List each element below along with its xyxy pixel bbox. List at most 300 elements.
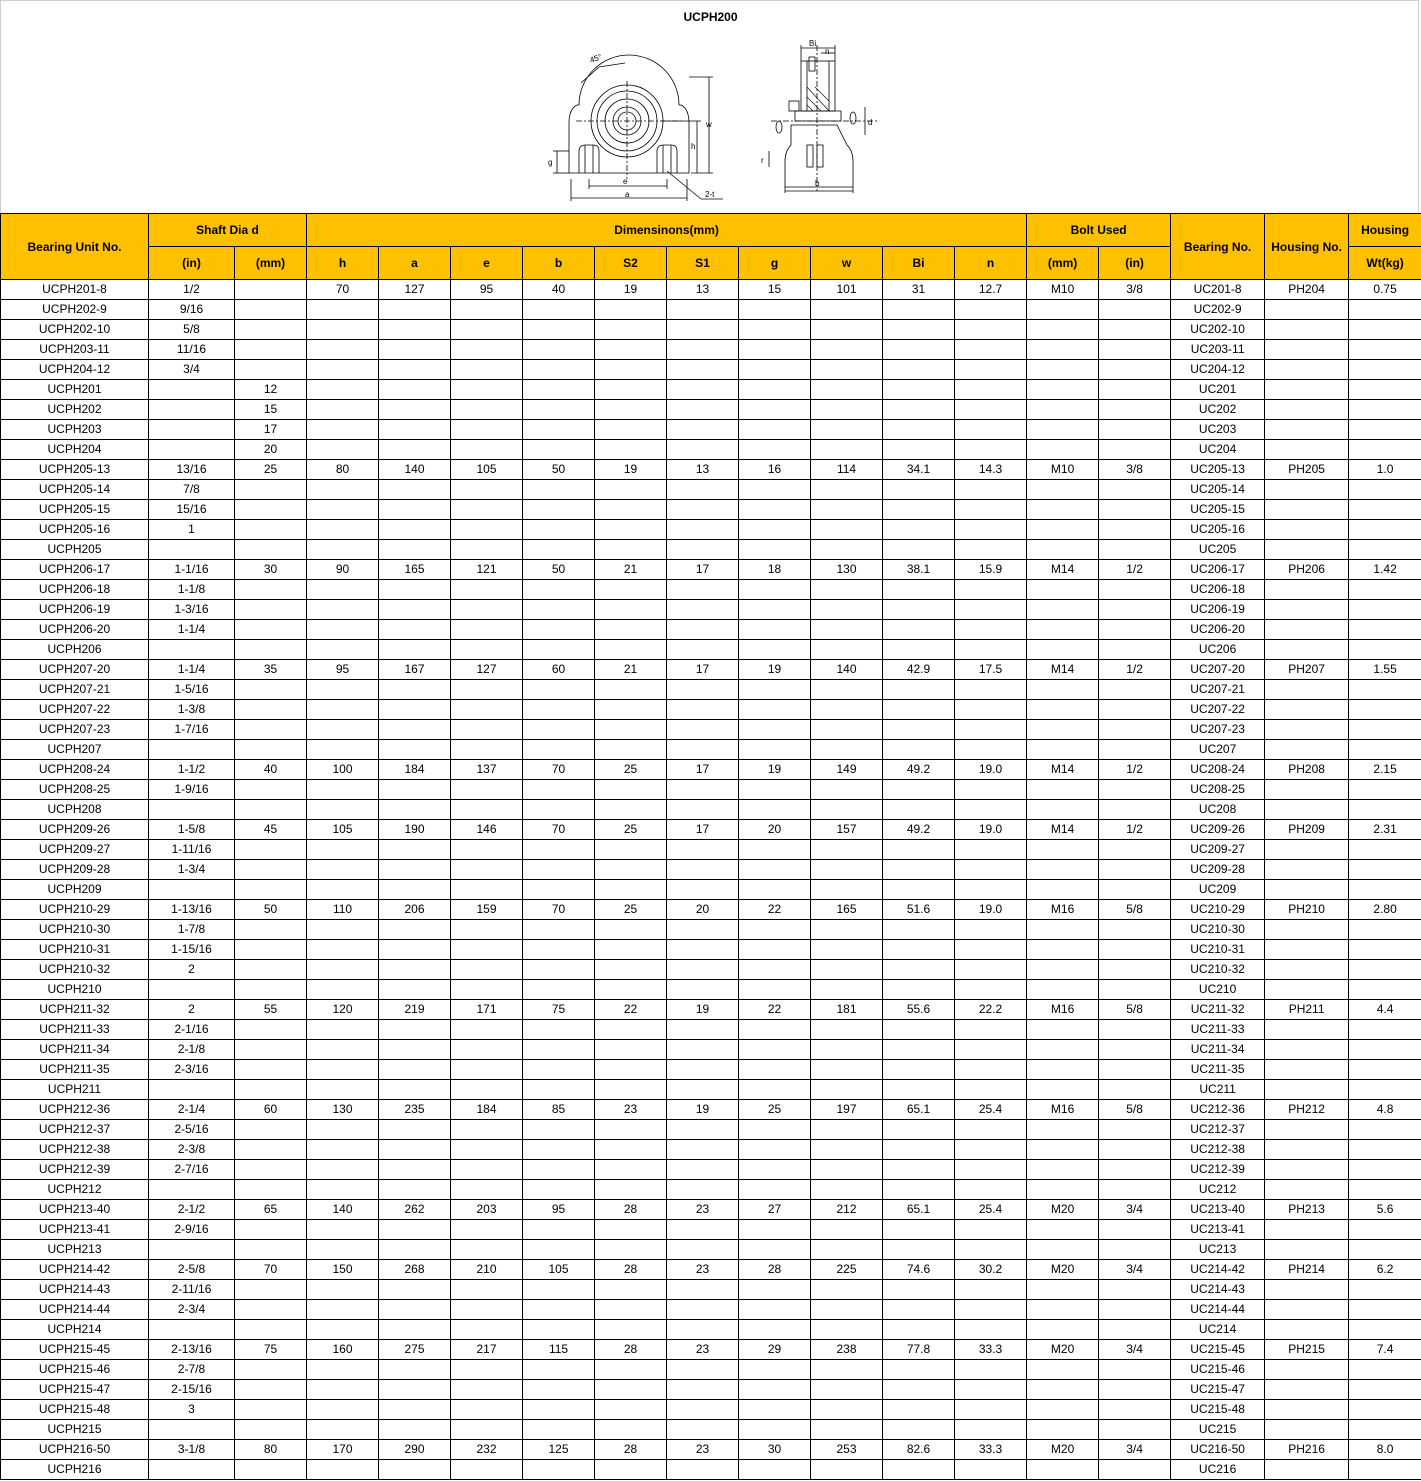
table-cell [451, 1420, 523, 1440]
table-cell [1099, 740, 1171, 760]
table-cell [1265, 1300, 1349, 1320]
table-cell: UC212-38 [1171, 1140, 1265, 1160]
table-cell [1099, 620, 1171, 640]
table-cell [1027, 700, 1099, 720]
table-cell [451, 340, 523, 360]
table-row [1, 1140, 1421, 1160]
table-cell [1265, 1380, 1349, 1400]
table-cell [523, 1380, 595, 1400]
table-cell: PH211 [1265, 1000, 1349, 1020]
table-cell: 40 [235, 760, 307, 780]
table-cell [1349, 500, 1421, 520]
table-cell: UCPH211-35 [1, 1060, 149, 1080]
table-cell: 1-5/8 [149, 820, 235, 840]
table-cell: 140 [379, 460, 451, 480]
table-cell [307, 680, 379, 700]
table-cell [523, 480, 595, 500]
table-cell [739, 440, 811, 460]
table-cell: 55 [235, 1000, 307, 1020]
table-cell [379, 380, 451, 400]
table-cell [235, 640, 307, 660]
table-cell [667, 540, 739, 560]
table-cell: M20 [1027, 1440, 1099, 1460]
table-cell [739, 300, 811, 320]
table-cell: 3-1/8 [149, 1440, 235, 1460]
table-cell [307, 1140, 379, 1160]
table-cell [1099, 400, 1171, 420]
table-cell: UC209-28 [1171, 860, 1265, 880]
table-cell [1349, 620, 1421, 640]
table-cell [1027, 1060, 1099, 1080]
table-cell [379, 1020, 451, 1040]
table-cell [955, 340, 1027, 360]
table-cell [1027, 1320, 1099, 1340]
table-cell [1027, 1040, 1099, 1060]
table-cell [235, 1320, 307, 1340]
table-cell: 60 [235, 1100, 307, 1120]
table-cell [883, 860, 955, 880]
table-cell [1349, 400, 1421, 420]
table-cell [667, 1180, 739, 1200]
table-cell: 3/8 [1099, 460, 1171, 480]
table-cell [1099, 980, 1171, 1000]
table-cell [1099, 1380, 1171, 1400]
table-cell [955, 840, 1027, 860]
table-cell [1027, 1120, 1099, 1140]
table-cell: UC214 [1171, 1320, 1265, 1340]
table-cell [739, 920, 811, 940]
table-cell [883, 800, 955, 820]
table-cell [955, 480, 1027, 500]
table-cell [379, 420, 451, 440]
table-row [1, 1200, 1421, 1220]
table-cell: 28 [739, 1260, 811, 1280]
table-cell [595, 400, 667, 420]
table-cell: 5.6 [1349, 1200, 1421, 1220]
table-row [1, 640, 1421, 660]
table-cell [379, 1280, 451, 1300]
table-cell [595, 1460, 667, 1480]
table-cell [523, 1040, 595, 1060]
table-cell: 90 [307, 560, 379, 580]
header-dim-bi: Bi [883, 247, 955, 280]
table-cell: PH209 [1265, 820, 1349, 840]
table-cell [451, 680, 523, 700]
table-cell: UCPH204-12 [1, 360, 149, 380]
table-cell: UCPH208-24 [1, 760, 149, 780]
table-cell [235, 720, 307, 740]
table-cell [739, 1300, 811, 1320]
table-cell: UC206-20 [1171, 620, 1265, 640]
table-cell [1349, 1460, 1421, 1480]
table-cell: 290 [379, 1440, 451, 1460]
table-cell: UC210 [1171, 980, 1265, 1000]
table-cell [1265, 1060, 1349, 1080]
table-cell [955, 1400, 1027, 1420]
table-cell [451, 520, 523, 540]
table-cell [307, 1280, 379, 1300]
table-cell: UC216-50 [1171, 1440, 1265, 1460]
table-cell [1099, 640, 1171, 660]
table-row [1, 500, 1421, 520]
table-cell: 140 [811, 660, 883, 680]
table-cell [307, 880, 379, 900]
table-cell [595, 1300, 667, 1320]
table-cell [451, 860, 523, 880]
table-header [1, 214, 1421, 280]
table-cell [1349, 940, 1421, 960]
table-cell [883, 400, 955, 420]
table-cell: UC211-34 [1171, 1040, 1265, 1060]
table-cell [379, 520, 451, 540]
table-cell [739, 1280, 811, 1300]
table-cell: 268 [379, 1260, 451, 1280]
table-cell: 2-1/16 [149, 1020, 235, 1040]
table-cell [1265, 1160, 1349, 1180]
table-cell [451, 1360, 523, 1380]
table-cell [523, 300, 595, 320]
table-cell: UC207 [1171, 740, 1265, 760]
table-cell [1027, 480, 1099, 500]
table-cell [955, 940, 1027, 960]
table-cell [235, 880, 307, 900]
table-cell [1265, 320, 1349, 340]
table-cell: PH215 [1265, 1340, 1349, 1360]
table-cell [811, 1180, 883, 1200]
table-cell [451, 380, 523, 400]
table-cell: UC211-32 [1171, 1000, 1265, 1020]
table-cell: 1 [149, 520, 235, 540]
title-text: UCPH200 [683, 10, 738, 24]
table-cell [1349, 520, 1421, 540]
header-dim-s2: S2 [595, 247, 667, 280]
table-cell [811, 440, 883, 460]
table-cell [379, 1220, 451, 1240]
table-cell [149, 1420, 235, 1440]
table-cell: UC211 [1171, 1080, 1265, 1100]
table-cell: UCPH202-10 [1, 320, 149, 340]
table-cell [451, 320, 523, 340]
table-cell [883, 420, 955, 440]
table-cell [307, 840, 379, 860]
table-cell: 22 [595, 1000, 667, 1020]
table-row [1, 460, 1421, 480]
table-cell [883, 300, 955, 320]
table-cell [379, 880, 451, 900]
table-cell [739, 1120, 811, 1140]
table-cell [235, 920, 307, 940]
table-cell: 1.42 [1349, 560, 1421, 580]
table-cell [811, 1220, 883, 1240]
table-cell [739, 860, 811, 880]
table-cell [811, 1140, 883, 1160]
table-cell [451, 880, 523, 900]
table-cell [811, 1320, 883, 1340]
table-row [1, 660, 1421, 680]
table-cell [739, 360, 811, 380]
table-cell: 184 [451, 1100, 523, 1120]
table-cell [235, 1140, 307, 1160]
table-cell: UC205 [1171, 540, 1265, 560]
table-cell [307, 1360, 379, 1380]
table-cell: UC213 [1171, 1240, 1265, 1260]
table-cell [1027, 400, 1099, 420]
table-cell: PH207 [1265, 660, 1349, 680]
table-cell: 3/4 [1099, 1340, 1171, 1360]
table-cell [523, 1080, 595, 1100]
table-cell [307, 980, 379, 1000]
table-cell: 2-7/8 [149, 1360, 235, 1380]
table-cell [523, 1280, 595, 1300]
table-cell [595, 300, 667, 320]
header-dim-n: n [955, 247, 1027, 280]
table-cell: 1-1/4 [149, 620, 235, 640]
table-cell [955, 1320, 1027, 1340]
table-cell: 19 [667, 1000, 739, 1020]
table-cell [595, 440, 667, 460]
table-cell: 23 [667, 1340, 739, 1360]
table-cell [667, 1380, 739, 1400]
table-cell [1027, 1300, 1099, 1320]
table-row [1, 1220, 1421, 1240]
table-cell: 22.2 [955, 1000, 1027, 1020]
table-cell [739, 960, 811, 980]
table-cell [667, 840, 739, 860]
table-cell [379, 340, 451, 360]
table-cell: 105 [307, 820, 379, 840]
table-cell [883, 520, 955, 540]
table-cell: M20 [1027, 1200, 1099, 1220]
table-cell [739, 1240, 811, 1260]
table-cell [235, 1220, 307, 1240]
table-cell [811, 620, 883, 640]
table-cell [811, 1160, 883, 1180]
table-cell: 28 [595, 1440, 667, 1460]
table-cell [235, 1400, 307, 1420]
table-cell [379, 780, 451, 800]
table-cell [1349, 1040, 1421, 1060]
table-row [1, 1320, 1421, 1340]
table-cell [235, 480, 307, 500]
table-cell: PH214 [1265, 1260, 1349, 1280]
table-cell [955, 1460, 1027, 1480]
header-bolt: Bolt Used [1027, 214, 1171, 247]
table-cell [739, 1380, 811, 1400]
table-cell [1099, 1400, 1171, 1420]
table-cell [883, 540, 955, 560]
table-cell [235, 1040, 307, 1060]
table-cell [1265, 1120, 1349, 1140]
table-cell [595, 360, 667, 380]
table-cell: 12.7 [955, 280, 1027, 300]
table-cell: 95 [523, 1200, 595, 1220]
table-cell [523, 700, 595, 720]
table-cell [811, 1380, 883, 1400]
table-cell: UC216 [1171, 1460, 1265, 1480]
table-cell [523, 540, 595, 560]
table-cell [307, 420, 379, 440]
table-cell: 38.1 [883, 560, 955, 580]
table-cell [739, 1420, 811, 1440]
table-cell [739, 380, 811, 400]
table-cell [811, 400, 883, 420]
table-cell [523, 800, 595, 820]
table-cell [307, 320, 379, 340]
table-cell [1349, 680, 1421, 700]
table-cell: 1-13/16 [149, 900, 235, 920]
table-cell [955, 1280, 1027, 1300]
table-cell [307, 1060, 379, 1080]
table-cell: 1.0 [1349, 460, 1421, 480]
table-cell [451, 1320, 523, 1340]
table-cell: 130 [811, 560, 883, 580]
label-r: r [761, 156, 764, 165]
table-cell: PH204 [1265, 280, 1349, 300]
table-cell [1027, 640, 1099, 660]
table-cell [739, 1080, 811, 1100]
table-cell [667, 400, 739, 420]
table-cell [1099, 340, 1171, 360]
table-cell [595, 740, 667, 760]
table-cell [667, 580, 739, 600]
table-cell [811, 340, 883, 360]
table-cell: UC209-26 [1171, 820, 1265, 840]
table-cell [955, 400, 1027, 420]
table-cell [235, 1460, 307, 1480]
table-cell [667, 700, 739, 720]
table-cell [451, 400, 523, 420]
table-cell [523, 680, 595, 700]
table-cell: 165 [379, 560, 451, 580]
table-cell: UC210-29 [1171, 900, 1265, 920]
header-wt: Wt(kg) [1349, 247, 1421, 280]
table-cell [667, 1320, 739, 1340]
table-cell: 1-1/8 [149, 580, 235, 600]
table-cell [883, 840, 955, 860]
table-cell [1027, 380, 1099, 400]
table-row [1, 1180, 1421, 1200]
table-cell: M14 [1027, 820, 1099, 840]
table-cell [307, 500, 379, 520]
table-cell: 2-13/16 [149, 1340, 235, 1360]
table-row [1, 1000, 1421, 1020]
table-cell [379, 860, 451, 880]
table-cell [1027, 1380, 1099, 1400]
table-cell [883, 980, 955, 1000]
table-cell: M10 [1027, 280, 1099, 300]
table-row [1, 280, 1421, 300]
table-row [1, 440, 1421, 460]
table-cell [307, 540, 379, 560]
table-cell [379, 1380, 451, 1400]
table-cell [307, 360, 379, 380]
table-cell: UC212-36 [1171, 1100, 1265, 1120]
table-cell: 15 [235, 400, 307, 420]
table-cell: UC214-42 [1171, 1260, 1265, 1280]
table-cell [1027, 440, 1099, 460]
table-cell: UC215-46 [1171, 1360, 1265, 1380]
table-cell [739, 580, 811, 600]
table-cell [883, 640, 955, 660]
table-cell [1349, 840, 1421, 860]
table-cell [523, 1120, 595, 1140]
table-cell [1349, 1320, 1421, 1340]
table-cell [1099, 680, 1171, 700]
table-cell: 19 [595, 280, 667, 300]
table-cell [1099, 1280, 1171, 1300]
table-cell [1265, 340, 1349, 360]
table-cell: UCPH214-43 [1, 1280, 149, 1300]
table-cell [595, 1020, 667, 1040]
table-cell [1099, 1180, 1171, 1200]
table-cell: UCPH209-26 [1, 820, 149, 840]
table-cell [667, 440, 739, 460]
table-cell [955, 360, 1027, 380]
table-cell: UCPH215-47 [1, 1380, 149, 1400]
table-cell [595, 1320, 667, 1340]
table-cell [235, 840, 307, 860]
table-cell [307, 520, 379, 540]
table-cell [667, 1460, 739, 1480]
table-cell [811, 980, 883, 1000]
table-row [1, 300, 1421, 320]
table-cell [1265, 420, 1349, 440]
table-cell [451, 1400, 523, 1420]
table-cell: M20 [1027, 1340, 1099, 1360]
table-cell: 3/4 [1099, 1440, 1171, 1460]
table-cell [235, 500, 307, 520]
technical-drawings [1, 1, 1420, 214]
table-cell [1099, 780, 1171, 800]
table-cell [307, 720, 379, 740]
table-cell [379, 640, 451, 660]
table-cell: 1-3/16 [149, 600, 235, 620]
table-cell [149, 880, 235, 900]
table-cell [883, 920, 955, 940]
table-cell: 253 [811, 1440, 883, 1460]
table-cell [595, 1140, 667, 1160]
table-cell [451, 800, 523, 820]
table-cell: UCPH207-22 [1, 700, 149, 720]
table-cell: PH205 [1265, 460, 1349, 480]
table-cell: UC215 [1171, 1420, 1265, 1440]
table-cell [1027, 1020, 1099, 1040]
table-row [1, 740, 1421, 760]
table-cell: 3/4 [1099, 1200, 1171, 1220]
table-cell [667, 500, 739, 520]
table-cell [955, 880, 1027, 900]
table-cell [667, 520, 739, 540]
table-cell: 2-7/16 [149, 1160, 235, 1180]
table-cell: 2-5/8 [149, 1260, 235, 1280]
table-cell [811, 360, 883, 380]
table-cell [379, 580, 451, 600]
table-cell [739, 420, 811, 440]
table-cell: 1-1/4 [149, 660, 235, 680]
table-cell [667, 1080, 739, 1100]
table-cell: 23 [595, 1100, 667, 1120]
table-cell [379, 1400, 451, 1420]
table-cell [307, 580, 379, 600]
table-cell: UC208-25 [1171, 780, 1265, 800]
table-cell: 2-3/16 [149, 1060, 235, 1080]
table-cell: UC204 [1171, 440, 1265, 460]
table-cell [307, 340, 379, 360]
table-cell: 3/4 [149, 360, 235, 380]
table-cell [595, 1360, 667, 1380]
table-cell: 203 [451, 1200, 523, 1220]
table-cell [451, 600, 523, 620]
